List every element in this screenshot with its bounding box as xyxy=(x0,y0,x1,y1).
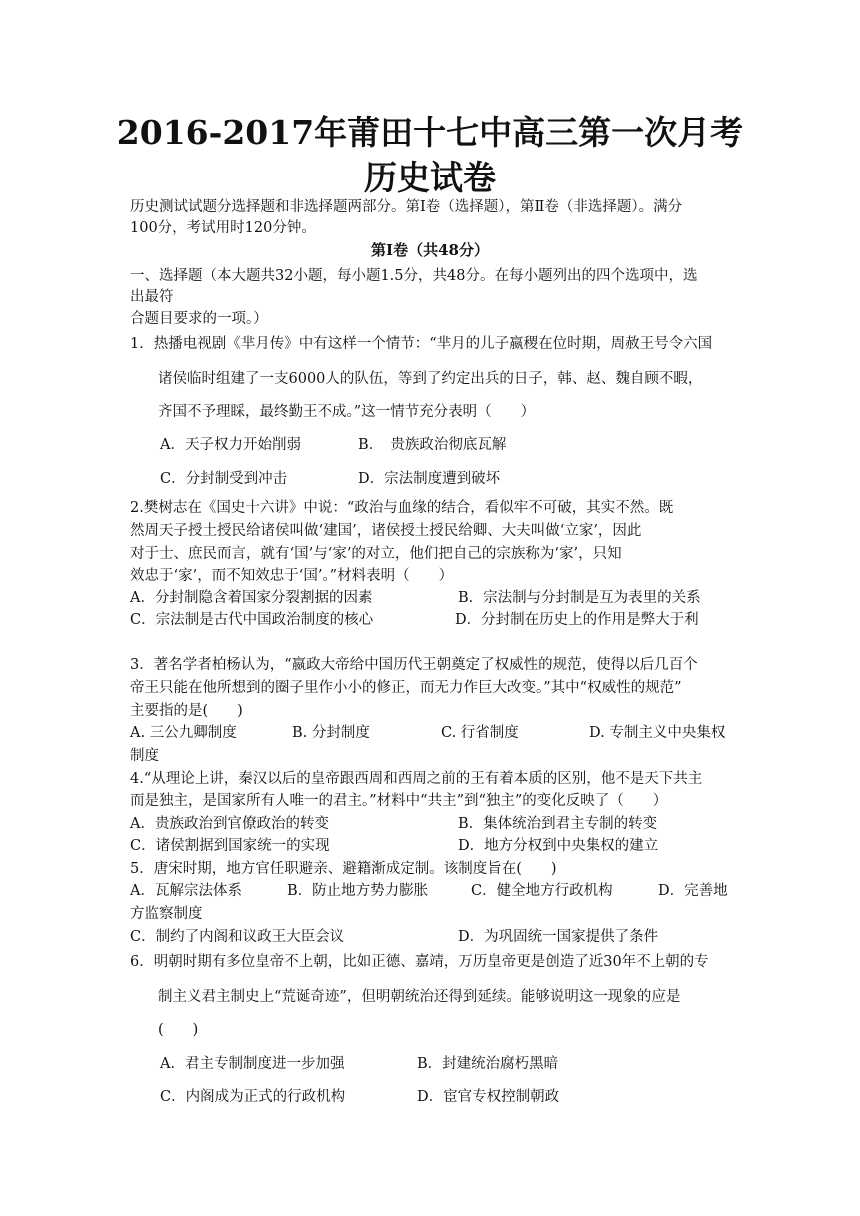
question-2-option-d: D．分封制在历史上的作用是弊大于利 xyxy=(455,612,699,628)
question-2-stem: 对于士、庶民而言，就有‘国’与‘家’的对立，他们把自己的宗族称为‘家’，只知 xyxy=(130,546,622,562)
question-1-stem: 诸侯临时组建了一支6000人的队伍，等到了约定出兵的日子，韩、赵、魏自顾不暇， xyxy=(158,371,703,387)
question-5-option-a: A．瓦解宗法体系 xyxy=(130,883,242,899)
exam-subject: 历史试卷 xyxy=(364,158,496,197)
question-1-option-b: B． 贵族政治彻底瓦解 xyxy=(358,437,507,453)
question-2-stem: 效忠于‘家’，而不知效忠于‘国’。”材料表明（ ） xyxy=(130,568,454,584)
question-6-stem: ( ) xyxy=(158,1022,199,1038)
instructions-line: 合题目要求的一项。） xyxy=(130,311,268,327)
question-5-option-c2: C．制约了内阁和议政王大臣会议 xyxy=(130,929,345,945)
instructions-line: 一、选择题（本大题共32小题，每小题1.5分，共48分。在每小题列出的四个选项中，选 xyxy=(130,268,698,284)
question-4-option-b: B．集体统治到君主专制的转变 xyxy=(458,816,658,832)
question-1-option-c: C．分封制受到冲击 xyxy=(160,471,288,487)
intro-line: 历史测试试题分选择题和非选择题两部分。第Ⅰ卷（选择题），第Ⅱ卷（非选择题）。满分 xyxy=(130,199,683,215)
question-6-option-c: C．内阁成为正式的行政机构 xyxy=(160,1089,346,1105)
question-2-stem: 然周天子授土授民给诸侯叫做‘建国’，诸侯授土授民给卿、大夫叫做‘立家’，因此 xyxy=(130,523,642,539)
question-4-stem: 而是独主，是国家所有人唯一的君主。”材料中“共主”到“独主”的变化反映了（ ） xyxy=(130,793,668,809)
question-2-option-a: A．分封制隐含着国家分裂割据的因素 xyxy=(130,590,373,606)
question-6-option-b: B．封建统治腐朽黑暗 xyxy=(417,1056,559,1072)
question-3-stem: 帝王只能在他所想到的圈子里作小小的修正，而无力作巨大改变。”其中“权威性的规范” xyxy=(130,680,682,696)
question-6-stem: 制主义君主制史上“荒诞奇迹”，但明朝统治还得到延续。能够说明这一现象的应是 xyxy=(158,989,681,1005)
question-3-stem: 3．著名学者柏杨认为，“嬴政大帝给中国历代王朝奠定了权威性的规范，使得以后几百个 xyxy=(130,657,698,673)
intro-line: 100分，考试用时120分钟。 xyxy=(130,220,316,236)
question-4-option-c: C．诸侯割据到国家统一的实现 xyxy=(130,838,330,854)
question-1-option-a: A．天子权力开始削弱 xyxy=(160,437,301,453)
question-2-option-c: C．宗法制是古代中国政治制度的核心 xyxy=(130,612,374,628)
question-4-stem: 4.“从理论上讲，秦汉以后的皇帝跟西周和西周之前的王有着本质的区别，他不是天下共主 xyxy=(130,771,703,787)
question-1-option-d: D．宗法制度遭到破坏 xyxy=(358,471,501,487)
question-6-stem: 6．明朝时期有多位皇帝不上朝，比如正德、嘉靖，万历皇帝更是创造了近30年不上朝的专 xyxy=(130,954,709,970)
exam-title: 2016-2017年莆田十七中高三第一次月考 xyxy=(116,113,744,152)
question-5-option-d-continued: 方监察制度 xyxy=(130,906,203,922)
question-5-option-c: C．健全地方行政机构 xyxy=(471,883,613,899)
question-2-option-b: B．宗法制与分封制是互为表里的关系 xyxy=(458,590,701,606)
question-4-option-d: D．地方分权到中央集权的建立 xyxy=(458,838,659,854)
question-5-option-d: D．完善地 xyxy=(658,883,728,899)
question-5-stem: 5．唐宋时期，地方官任职避亲、避籍渐成定制。该制度旨在( ) xyxy=(130,861,557,877)
question-3-option-b: B. 分封制度 xyxy=(292,725,370,741)
question-5-option-d2: D．为巩固统一国家提供了条件 xyxy=(458,929,659,945)
question-6-option-a: A．君主专制制度进一步加强 xyxy=(160,1056,345,1072)
question-2-stem: 2.樊树志在《国史十六讲》中说：“政治与血缘的结合，看似牢不可破，其实不然。既 xyxy=(130,500,674,516)
question-3-stem: 主要指的是( ) xyxy=(130,703,243,719)
question-4-option-a: A．贵族政治到官僚政治的转变 xyxy=(130,816,329,832)
section-heading: 第Ⅰ卷（共48分） xyxy=(371,241,489,259)
question-5-option-b: B．防止地方势力膨胀 xyxy=(287,883,429,899)
instructions-line: 出最符 xyxy=(130,289,174,305)
question-1-stem: 齐国不予理睬，最终勤王不成。”这一情节充分表明（ ） xyxy=(158,404,536,420)
question-6-option-d: D．宦官专权控制朝政 xyxy=(417,1089,560,1105)
question-3-option-c: C. 行省制度 xyxy=(441,725,519,741)
question-1-stem: 1．热播电视剧《芈月传》中有这样一个情节：“芈月的儿子嬴稷在位时期，周赦王号令六国 xyxy=(130,336,713,352)
question-3-option-a: A. 三公九卿制度 xyxy=(130,725,237,741)
question-3-option-d-continued: 制度 xyxy=(130,748,159,764)
question-3-option-d: D. 专制主义中央集权 xyxy=(589,725,726,741)
